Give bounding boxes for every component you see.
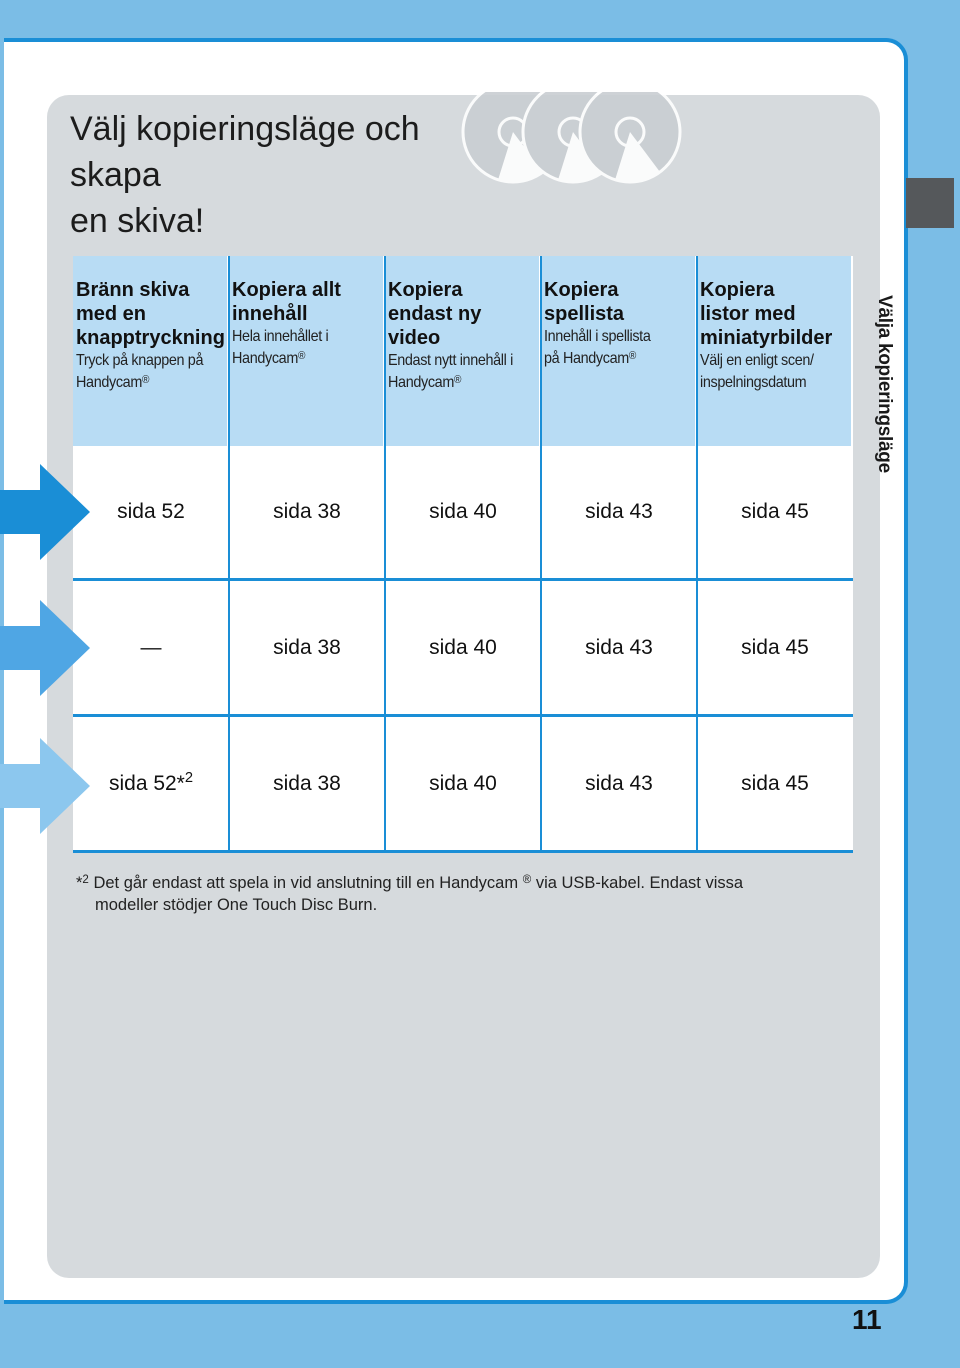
column-header-title: Kopiera	[700, 279, 775, 301]
column-header-subtitle-text: inspelningsdatum	[700, 374, 807, 391]
row-arrow-icon	[0, 600, 92, 696]
footnote-marker-sup: 2	[82, 874, 89, 887]
row-arrow-shape	[0, 464, 90, 560]
column-divider	[696, 256, 698, 853]
footnote-line2: modeller stödjer One Touch Disc Burn.	[95, 896, 378, 914]
column-header-subtitle	[232, 348, 378, 370]
column-header-subtitle-text: Handycam	[76, 374, 142, 391]
page-reference-text: sida 40	[429, 635, 497, 659]
column-header-subtitle	[388, 372, 534, 394]
column-header	[229, 256, 385, 446]
footnote-registered: ®	[522, 874, 532, 887]
column-header-subtitle-text: Endast nytt innehåll i	[388, 352, 513, 369]
section-tab	[906, 178, 954, 228]
column-header	[541, 256, 697, 446]
page-reference-text: sida 38	[273, 500, 341, 523]
page-reference-cell	[697, 717, 853, 850]
page-title-line1: Välj kopieringsläge och skapa	[70, 110, 420, 194]
column-header-subtitle-text: Hela innehållet i	[232, 328, 329, 345]
page-reference-text: sida 40	[429, 500, 497, 523]
footnote-text-b: via USB-kabel. Endast vissa	[535, 874, 744, 892]
page-reference-text: sida 45	[741, 771, 809, 795]
column-header	[697, 256, 853, 446]
column-header-title: spellista	[544, 303, 625, 325]
page-reference-text: sida 43	[585, 635, 653, 659]
column-header-subtitle	[544, 348, 690, 370]
row-arrow-icon	[0, 464, 92, 560]
column-header-subtitle	[700, 372, 846, 394]
page-reference-cell	[385, 717, 541, 850]
page-reference-text: sida 52*	[108, 771, 185, 795]
column-header-subtitle-text: Handycam	[388, 374, 454, 391]
page-reference-cell	[229, 717, 385, 850]
page-reference-text: sida 40	[429, 771, 497, 795]
copy-mode-table	[73, 256, 853, 853]
column-header-subtitle	[76, 350, 222, 372]
column-header-title: miniatyrbilder	[700, 327, 833, 349]
column-header-subtitle-text: Välj en enligt scen/	[700, 352, 814, 369]
column-header-subtitle-text: Innehåll i spellista	[544, 328, 651, 345]
column-header-title: Kopiera allt	[232, 279, 341, 301]
page-reference-cell	[697, 581, 853, 714]
registered-mark: ®	[141, 373, 150, 386]
page-reference-text: sida 45	[741, 635, 809, 659]
page-reference-text: sida 52	[117, 500, 185, 523]
page-reference-cell	[541, 446, 697, 578]
column-header-title: Kopiera	[544, 279, 619, 301]
footnote	[76, 872, 836, 916]
column-header-title: listor med	[700, 303, 796, 325]
page-reference-cell	[73, 581, 229, 714]
discs-icon	[458, 92, 688, 192]
page-reference-cell	[229, 446, 385, 578]
row-arrow-icon	[0, 738, 92, 834]
registered-mark: ®	[297, 349, 306, 362]
column-header-title: video	[388, 327, 441, 349]
column-header-title: Bränn skiva	[76, 279, 190, 301]
page-reference-cell	[385, 581, 541, 714]
column-header-subtitle	[544, 326, 690, 348]
column-header-title: innehåll	[232, 303, 308, 325]
page-reference-text: sida 43	[585, 771, 653, 795]
page-reference-cell: sida 52* $^2$	[73, 717, 229, 850]
page-reference-text: sida 45	[741, 500, 809, 523]
row-arrow-shape	[0, 600, 90, 696]
column-header-title: knapptryckning	[76, 327, 225, 349]
column-header-subtitle-text: på Handycam	[544, 350, 629, 367]
column-header-title: med en	[76, 303, 147, 325]
column-header-subtitle	[700, 350, 846, 372]
page-reference-cell	[229, 581, 385, 714]
column-header-subtitle-text: Tryck på knappen på	[76, 352, 204, 369]
column-header-subtitle-text: Handycam	[232, 350, 298, 367]
page-title	[70, 106, 490, 244]
column-header-subtitle	[232, 326, 378, 348]
column-header-title: Kopiera	[388, 279, 463, 301]
side-section-label: Välja kopieringsläge	[874, 295, 895, 473]
page-reference-text: sida 38	[273, 771, 341, 795]
column-header	[73, 256, 229, 446]
page-reference-cell	[73, 446, 229, 578]
page-reference-cell	[541, 581, 697, 714]
column-divider	[228, 256, 230, 853]
row-arrow-shape	[0, 738, 90, 834]
page-reference-cell	[385, 446, 541, 578]
row-divider	[73, 850, 853, 853]
page-title-line2: en skiva!	[70, 202, 205, 240]
column-header-title: endast ny	[388, 303, 482, 325]
page-reference-cell	[541, 717, 697, 850]
footnote-text-a: Det går endast att spela in vid anslutning till en Handycam	[93, 874, 519, 892]
registered-mark: ®	[453, 373, 462, 386]
column-divider	[384, 256, 386, 853]
column-header-subtitle	[388, 350, 534, 372]
page-reference-text: sida 38	[273, 635, 341, 659]
column-header-subtitle	[76, 372, 222, 394]
column-header	[385, 256, 541, 446]
page-number: 11	[852, 1304, 882, 1335]
page-reference-text: sida 43	[585, 500, 653, 523]
page-reference-text: —	[140, 635, 162, 659]
registered-mark: ®	[628, 349, 636, 362]
footnote-marker: *	[76, 874, 83, 892]
page-reference-cell	[697, 446, 853, 578]
column-divider	[540, 256, 542, 853]
